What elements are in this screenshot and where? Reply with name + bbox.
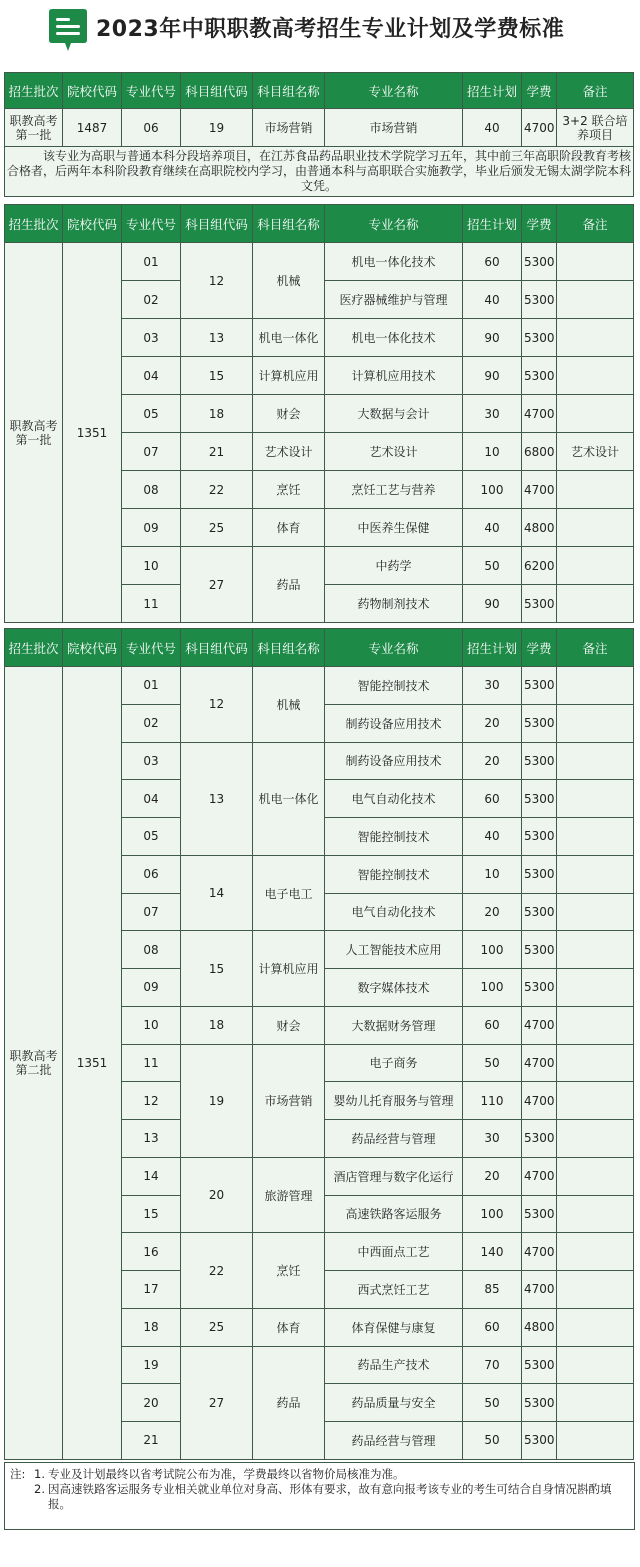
subject-name-cell: 体育	[253, 1308, 325, 1346]
footnote	[4, 1462, 635, 1530]
major-code-cell: 19	[122, 1346, 181, 1384]
subject-code-cell: 27	[181, 547, 253, 623]
remark-cell	[557, 893, 634, 931]
plan-cell: 10	[463, 855, 522, 893]
major-name-cell: 电气自动化技术	[325, 780, 463, 818]
major-code-cell: 03	[122, 742, 181, 780]
subject-code-cell: 21	[181, 433, 253, 471]
column-header: 院校代码	[63, 629, 122, 667]
subject-name-cell: 旅游管理	[253, 1157, 325, 1233]
remark-cell	[557, 855, 634, 893]
subject-name-cell: 药品	[253, 1346, 325, 1459]
subject-code-cell: 13	[181, 319, 253, 357]
major-name-cell: 体育保健与康复	[325, 1308, 463, 1346]
remark-cell	[557, 1157, 634, 1195]
subject-name-cell: 市场营销	[253, 1044, 325, 1157]
column-header: 学费	[522, 73, 557, 109]
major-code-cell: 04	[122, 357, 181, 395]
column-header: 专业代号	[122, 73, 181, 109]
remark-cell	[557, 395, 634, 433]
major-name-cell: 大数据财务管理	[325, 1006, 463, 1044]
major-code-cell: 12	[122, 1082, 181, 1120]
plan-cell: 50	[463, 1384, 522, 1422]
school-code-cell: 1351	[63, 667, 122, 1460]
major-code-cell: 17	[122, 1271, 181, 1309]
major-code-cell: 11	[122, 1044, 181, 1082]
column-header: 招生批次	[5, 73, 63, 109]
column-header: 招生批次	[5, 205, 63, 243]
plan-cell: 40	[463, 818, 522, 856]
subject-code-cell: 15	[181, 357, 253, 395]
major-name-cell: 艺术设计	[325, 433, 463, 471]
major-name-cell: 机电一体化技术	[325, 243, 463, 281]
subject-code-cell: 25	[181, 1308, 253, 1346]
major-name-cell: 药品经营与管理	[325, 1120, 463, 1158]
fee-cell: 5300	[522, 893, 557, 931]
fee-cell: 5300	[522, 319, 557, 357]
remark-cell	[557, 780, 634, 818]
fee-cell: 4700	[522, 109, 557, 147]
subject-code-cell: 27	[181, 1346, 253, 1459]
major-code-cell: 04	[122, 780, 181, 818]
subject-code-cell: 19	[181, 109, 253, 147]
remark-cell: 3+2 联合培养项目	[557, 109, 634, 147]
subject-name-cell: 艺术设计	[253, 433, 325, 471]
fee-cell: 5300	[522, 585, 557, 623]
major-name-cell: 药品质量与安全	[325, 1384, 463, 1422]
fee-cell: 4700	[522, 1006, 557, 1044]
plan-cell: 50	[463, 1422, 522, 1460]
remark-cell	[557, 818, 634, 856]
column-header: 学费	[522, 205, 557, 243]
fee-cell: 4700	[522, 471, 557, 509]
major-code-cell: 20	[122, 1384, 181, 1422]
subject-name-cell: 财会	[253, 395, 325, 433]
plan-cell: 40	[463, 509, 522, 547]
batch-cell: 职教高考第二批	[5, 667, 63, 1460]
fee-cell: 5300	[522, 742, 557, 780]
major-name-cell: 酒店管理与数字化运行	[325, 1157, 463, 1195]
major-code-cell: 08	[122, 931, 181, 969]
remark-cell	[557, 1233, 634, 1271]
major-code-cell: 10	[122, 1006, 181, 1044]
column-header: 招生计划	[463, 73, 522, 109]
footnote-item-1	[10, 1467, 629, 1482]
subject-code-cell: 15	[181, 931, 253, 1007]
fee-cell: 5300	[522, 818, 557, 856]
fee-cell: 5300	[522, 969, 557, 1007]
subject-code-cell: 14	[181, 855, 253, 931]
remark-cell	[557, 243, 634, 281]
fee-cell: 5300	[522, 1120, 557, 1158]
footnote-number: 2.	[34, 1482, 45, 1496]
plan-cell: 10	[463, 433, 522, 471]
remark-cell	[557, 357, 634, 395]
program-note-row	[5, 147, 634, 197]
column-header: 科目组代码	[181, 629, 253, 667]
column-header: 招生计划	[463, 205, 522, 243]
major-code-cell: 06	[122, 855, 181, 893]
fee-cell: 5300	[522, 667, 557, 705]
major-code-cell: 06	[122, 109, 181, 147]
column-header: 招生计划	[463, 629, 522, 667]
major-code-cell: 01	[122, 243, 181, 281]
subject-code-cell: 12	[181, 667, 253, 743]
plan-cell: 20	[463, 1157, 522, 1195]
fee-cell: 4700	[522, 1082, 557, 1120]
column-header: 院校代码	[63, 205, 122, 243]
table-header-row	[5, 73, 634, 109]
major-name-cell: 大数据与会计	[325, 395, 463, 433]
plan-cell: 100	[463, 969, 522, 1007]
major-name-cell: 市场营销	[325, 109, 463, 147]
plan-cell: 100	[463, 931, 522, 969]
remark-cell	[557, 667, 634, 705]
fee-cell: 5300	[522, 931, 557, 969]
remark-cell	[557, 1384, 634, 1422]
major-name-cell: 制药设备应用技术	[325, 704, 463, 742]
subject-code-cell: 25	[181, 509, 253, 547]
subject-name-cell: 体育	[253, 509, 325, 547]
subject-name-cell: 机电一体化	[253, 742, 325, 855]
fee-cell: 5300	[522, 357, 557, 395]
major-code-cell: 03	[122, 319, 181, 357]
batch-cell: 职教高考第一批	[5, 243, 63, 623]
major-code-cell: 05	[122, 395, 181, 433]
page-title: 2023年中职职教高考招生专业计划及学费标准	[96, 17, 565, 42]
table-header-row	[5, 205, 634, 243]
school-code-cell: 1487	[63, 109, 122, 147]
major-name-cell: 电子商务	[325, 1044, 463, 1082]
major-code-cell: 08	[122, 471, 181, 509]
plan-table-batch-two	[4, 628, 634, 1460]
plan-cell: 40	[463, 281, 522, 319]
major-code-cell: 15	[122, 1195, 181, 1233]
major-name-cell: 制药设备应用技术	[325, 742, 463, 780]
remark-cell	[557, 319, 634, 357]
plan-cell: 90	[463, 357, 522, 395]
fee-cell: 5300	[522, 855, 557, 893]
major-code-cell: 05	[122, 818, 181, 856]
footnote-number: 1.	[34, 1467, 45, 1481]
major-name-cell: 药品经营与管理	[325, 1422, 463, 1460]
subject-code-cell: 20	[181, 1157, 253, 1233]
column-header: 院校代码	[63, 73, 122, 109]
plan-cell: 100	[463, 1195, 522, 1233]
remark-cell	[557, 471, 634, 509]
major-code-cell: 11	[122, 585, 181, 623]
subject-name-cell: 计算机应用	[253, 357, 325, 395]
subject-name-cell: 机械	[253, 243, 325, 319]
plan-cell: 90	[463, 319, 522, 357]
subject-name-cell: 机械	[253, 667, 325, 743]
fee-cell: 4800	[522, 509, 557, 547]
table-row	[5, 667, 634, 705]
remark-cell	[557, 742, 634, 780]
remark-cell	[557, 281, 634, 319]
major-code-cell: 09	[122, 509, 181, 547]
page-header	[0, 0, 640, 62]
column-header: 专业代号	[122, 629, 181, 667]
column-header: 备注	[557, 73, 634, 109]
fee-cell: 5300	[522, 704, 557, 742]
major-name-cell: 智能控制技术	[325, 667, 463, 705]
column-header: 备注	[557, 629, 634, 667]
major-code-cell: 02	[122, 704, 181, 742]
major-name-cell: 烹饪工艺与营养	[325, 471, 463, 509]
subject-name-cell: 药品	[253, 547, 325, 623]
column-header: 专业代号	[122, 205, 181, 243]
major-name-cell: 药品生产技术	[325, 1346, 463, 1384]
subject-name-cell: 烹饪	[253, 1233, 325, 1309]
major-name-cell: 婴幼儿托育服务与管理	[325, 1082, 463, 1120]
footnote-text: 专业及计划最终以省考试院公布为准，学费最终以省物价局核准为准。	[48, 1467, 405, 1481]
remark-cell	[557, 509, 634, 547]
fee-cell: 4700	[522, 1271, 557, 1309]
column-header: 科目组名称	[253, 73, 325, 109]
major-code-cell: 09	[122, 969, 181, 1007]
major-name-cell: 数字媒体技术	[325, 969, 463, 1007]
major-name-cell: 药物制剂技术	[325, 585, 463, 623]
major-code-cell: 21	[122, 1422, 181, 1460]
plan-table-joint-program	[4, 72, 634, 197]
column-header: 招生批次	[5, 629, 63, 667]
column-header: 科目组代码	[181, 73, 253, 109]
table-row	[5, 109, 634, 147]
column-header: 科目组名称	[253, 629, 325, 667]
column-header: 专业名称	[325, 629, 463, 667]
subject-name-cell: 财会	[253, 1006, 325, 1044]
column-header: 科目组名称	[253, 205, 325, 243]
fee-cell: 5300	[522, 243, 557, 281]
remark-cell	[557, 1044, 634, 1082]
fee-cell: 5300	[522, 1195, 557, 1233]
major-code-cell: 14	[122, 1157, 181, 1195]
school-code-cell: 1351	[63, 243, 122, 623]
table-header-row	[5, 629, 634, 667]
plan-cell: 60	[463, 243, 522, 281]
major-code-cell: 02	[122, 281, 181, 319]
plan-cell: 50	[463, 1044, 522, 1082]
fee-cell: 5300	[522, 1422, 557, 1460]
fee-cell: 5300	[522, 780, 557, 818]
plan-cell: 30	[463, 395, 522, 433]
plan-cell: 140	[463, 1233, 522, 1271]
program-note: 该专业为高职与普通本科分段培养项目，在江苏食品药品职业技术学院学习五年，其中前三年高职阶段教育考核合格者，后两年本科阶段教育继续在高职院校内学习，由普通本科与高职联合实施教学，毕业后颁发无锡太湖学院本科文凭。	[5, 147, 634, 197]
fee-cell: 5300	[522, 1346, 557, 1384]
column-header: 学费	[522, 629, 557, 667]
major-name-cell: 中药学	[325, 547, 463, 585]
plan-table-batch-one	[4, 204, 634, 623]
remark-cell: 艺术设计	[557, 433, 634, 471]
major-name-cell: 智能控制技术	[325, 818, 463, 856]
plan-cell: 85	[463, 1271, 522, 1309]
subject-code-cell: 18	[181, 395, 253, 433]
plan-cell: 90	[463, 585, 522, 623]
subject-code-cell: 22	[181, 1233, 253, 1309]
table-row	[5, 243, 634, 281]
plan-cell: 60	[463, 1308, 522, 1346]
remark-cell	[557, 1195, 634, 1233]
plan-cell: 40	[463, 109, 522, 147]
major-name-cell: 中西面点工艺	[325, 1233, 463, 1271]
remark-cell	[557, 1422, 634, 1460]
remark-cell	[557, 1120, 634, 1158]
footnote-text: 因高速铁路客运服务专业相关就业单位对身高、形体有要求，故有意向报考该专业的考生可结合自身情况斟酌填报。	[48, 1482, 612, 1511]
remark-cell	[557, 704, 634, 742]
remark-cell	[557, 969, 634, 1007]
major-code-cell: 18	[122, 1308, 181, 1346]
remark-cell	[557, 931, 634, 969]
major-name-cell: 智能控制技术	[325, 855, 463, 893]
remark-cell	[557, 585, 634, 623]
remark-cell	[557, 547, 634, 585]
plan-cell: 100	[463, 471, 522, 509]
column-header: 专业名称	[325, 73, 463, 109]
plan-cell: 20	[463, 893, 522, 931]
major-code-cell: 07	[122, 893, 181, 931]
column-header: 备注	[557, 205, 634, 243]
batch-cell: 职教高考第一批	[5, 109, 63, 147]
major-name-cell: 高速铁路客运服务	[325, 1195, 463, 1233]
remark-cell	[557, 1308, 634, 1346]
fee-cell: 4700	[522, 1233, 557, 1271]
column-header: 专业名称	[325, 205, 463, 243]
major-code-cell: 07	[122, 433, 181, 471]
plan-cell: 30	[463, 1120, 522, 1158]
remark-cell	[557, 1082, 634, 1120]
fee-cell: 4800	[522, 1308, 557, 1346]
plan-cell: 30	[463, 667, 522, 705]
subject-name-cell: 机电一体化	[253, 319, 325, 357]
plan-cell: 60	[463, 1006, 522, 1044]
major-name-cell: 机电一体化技术	[325, 319, 463, 357]
remark-cell	[557, 1006, 634, 1044]
plan-cell: 110	[463, 1082, 522, 1120]
major-name-cell: 电气自动化技术	[325, 893, 463, 931]
fee-cell: 4700	[522, 395, 557, 433]
remark-cell	[557, 1346, 634, 1384]
major-code-cell: 01	[122, 667, 181, 705]
subject-code-cell: 13	[181, 742, 253, 855]
subject-code-cell: 18	[181, 1006, 253, 1044]
fee-cell: 4700	[522, 1157, 557, 1195]
document-lines-icon	[45, 8, 91, 52]
fee-cell: 6200	[522, 547, 557, 585]
footnote-indent	[10, 1482, 34, 1512]
plan-cell: 60	[463, 780, 522, 818]
plan-cell: 70	[463, 1346, 522, 1384]
subject-name-cell: 计算机应用	[253, 931, 325, 1007]
major-name-cell: 人工智能技术应用	[325, 931, 463, 969]
fee-cell: 4700	[522, 1044, 557, 1082]
footnote-lead: 注:	[10, 1467, 26, 1481]
major-code-cell: 16	[122, 1233, 181, 1271]
major-name-cell: 计算机应用技术	[325, 357, 463, 395]
subject-code-cell: 19	[181, 1044, 253, 1157]
plan-cell: 50	[463, 547, 522, 585]
plan-cell: 20	[463, 704, 522, 742]
column-header: 科目组代码	[181, 205, 253, 243]
plan-cell: 20	[463, 742, 522, 780]
fee-cell: 5300	[522, 1384, 557, 1422]
subject-name-cell: 电子电工	[253, 855, 325, 931]
subject-code-cell: 22	[181, 471, 253, 509]
footnote-item-2	[10, 1482, 629, 1512]
major-name-cell: 西式烹饪工艺	[325, 1271, 463, 1309]
major-code-cell: 13	[122, 1120, 181, 1158]
major-name-cell: 医疗器械维护与管理	[325, 281, 463, 319]
major-code-cell: 10	[122, 547, 181, 585]
fee-cell: 6800	[522, 433, 557, 471]
remark-cell	[557, 1271, 634, 1309]
subject-code-cell: 12	[181, 243, 253, 319]
fee-cell: 5300	[522, 281, 557, 319]
subject-name-cell: 市场营销	[253, 109, 325, 147]
major-name-cell: 中医养生保健	[325, 509, 463, 547]
subject-name-cell: 烹饪	[253, 471, 325, 509]
